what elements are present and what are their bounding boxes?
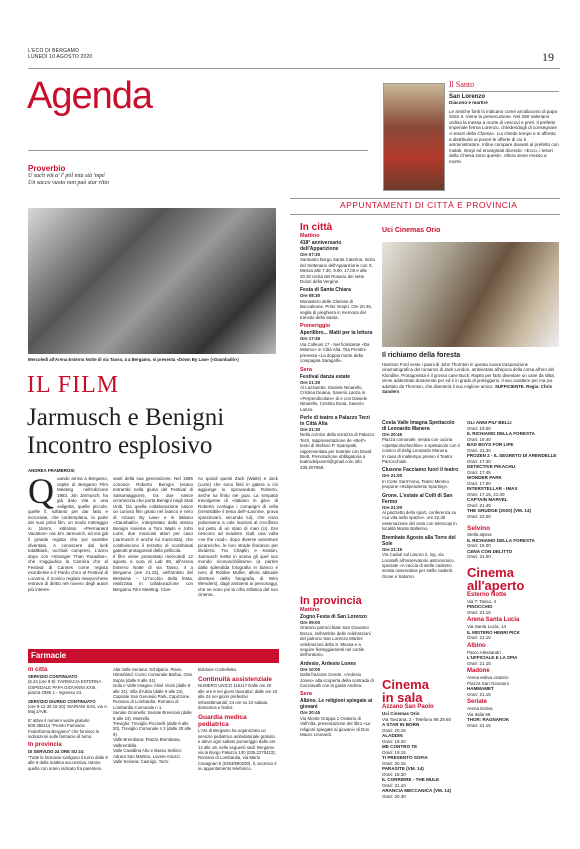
appointments-rule-2 (290, 214, 560, 215)
event-time: Ore 21:00 (382, 504, 403, 510)
event-desc: Via Monte Grappa 1 Oratorio di Vall'Alta, presentazione del libro «Le religioni spiegate ai giovani» di Don Mauro Leonardi. (300, 715, 371, 738)
section-title: Agenda (27, 75, 153, 117)
newspaper-name: L'ECO DI BERGAMO (28, 48, 80, 54)
film-listing (382, 744, 460, 755)
event-title: Albino. Le religioni spiegate ai giovani (300, 698, 373, 711)
event-time: Ore 21:30 (300, 426, 321, 432)
film-times: Orari: 21.15 (467, 660, 491, 666)
event-title: 418° anniversario dell'Apparizione (300, 240, 342, 252)
pharm-entry (28, 674, 108, 696)
pharmacies-province-head: In provincia (28, 742, 62, 749)
event-time: Ore 21:15 (382, 546, 403, 552)
outdoor-cinema-head-2: all'aperto (467, 577, 525, 593)
film-title: DETECTIVE PIKACHU (467, 464, 515, 469)
film-times: Orari: 18.30 (382, 771, 406, 777)
proverb-dialect: Ü sach vöt a' l' pöl mia stà 'mpé (28, 173, 105, 179)
event-time: Ore 20:45 (382, 432, 403, 437)
film-times: Orari: 22.00 (467, 513, 491, 519)
film-title: HAMMAMET (467, 686, 494, 691)
article-headline: Jarmusch e Benigni Incontro esplosivo (27, 404, 225, 459)
film-listing (467, 431, 561, 442)
event-desc: Santuario Borgo Santa Caterina. Inizio del Settenario dell'Apparizione con S. Messa alle 7.30, 9.00, 17.00 e alle 20.30 recita del Rosario dei sette Dolori della Vergine. (300, 257, 375, 285)
continuity-text: NUMERO UNICO 116117 Dalle ore 20 alle ore 8 nei giorni lavorativi; dalle ore 10 alle 24 nei giorni prefestivi infrasettimanali; 24 ore su 24 sabato, domenica e festivi. (198, 683, 278, 711)
film-title: WONDER PARK (467, 475, 502, 480)
film-listing (467, 538, 561, 549)
film-listing (467, 497, 561, 508)
selvino-venue: Stella alpina (467, 532, 492, 537)
film-listing (467, 508, 561, 519)
featured-film-text: Harrison Ford veste i panni di John Thornton in questa nuova trasposizione cinematografica del romanzo di Jack London, ambientato all'epoca della corsa all'oro del Klondike. Protagonista è il grosso cane Buck. Rapito per farlo diventare un cane da slitta, viene addestrato duramente per ed è in grado di proteggersi. Il suo carattere per ma poi adottato da Thornton, che diventerà il suo migliore amico. (382, 362, 556, 389)
event-title: Costa Valle Imagna Spettacolo di Leonardo Manera (382, 420, 455, 432)
province-head: In provincia (300, 595, 362, 607)
province-event-list (382, 420, 460, 579)
pharm-entry-text: (8.24 (ore 9-9): FARMACIA ESTERNA OSPEDALE PAPA GIOVANNI XXIII, piazza OMS 1 - ingresso 24. (28, 679, 101, 696)
province-events (300, 596, 375, 738)
event-title: Festa di Santa Chiara (300, 287, 351, 294)
drop-cap: Q (28, 476, 54, 511)
saint-header: Il Santo (449, 80, 475, 89)
event-item (382, 535, 460, 579)
film-title: IL RICHIAMO DELLA FORESTA (467, 431, 535, 436)
film-listing (382, 722, 460, 733)
film-listing (467, 420, 561, 431)
film-times: Orari: 21.15 (467, 609, 491, 615)
film-times: Orari: 19.15 (382, 749, 406, 755)
pharm-entry-text: (ore 9-12.30 15-20): MARIANI SAS, via A. Maj 2/A/B. (28, 704, 108, 715)
masthead (28, 48, 92, 60)
article-column-2: santi della sua generazione. Nel 1986 conosce Roberto Benigni (erano entrambi nella giuria del Festival di Salsomaggiore), tra due nasce un'amicizia che porta Benigni negli Stati Uniti. Da quella collaborazione nasce un curioso film girato nel bianco e nero di «Down By Law» e in italiano «Daunbailò», interpretato dallo stesso Benigni insieme a Tom Waits e John Lurie, due musicisti attori per caso (Jarmusch è anche lui musicista), che costituiscono il terzetto di scombinati galeotti protagonisti della pellicola. Il film viene presentato mercoledì 12 agosto a cura di Lab 80, all'Arena Esterno Notte di via Tasso, 4 a Bergamo (ore 21.15), nell'ambito del Bestview – Un'occhio della festa, realizzata in collaborazione con Bergamo Film Meeting. Cloe- (113, 476, 193, 592)
event-title: Zogno Festa di San Lorenzo (300, 614, 367, 620)
selvino-head: Selvino (467, 525, 491, 532)
film-times: Orari: 20.15 (382, 727, 406, 733)
article-text-1: uando arriva a Bergamo, ospite di Bergamo Film Meeting nell'edizione 1983, Jim Jarmusch, ha già dato vita a una valigetta, quelle piccole, quelle lì, soltanto per dar fatto e incrociate, che contemplano, la parte dei suoi primi film, un modo metraggio in 16mm, intitolato «Permanent Vacation» ora Jim Jarmusch, ed era già il grande regista che poi sarebbe diventato. A conoscere dal look totalBlack, occhiali compresi. L'anno dopo con «Stranger Than Paradise», che s'aggiudica la Caméra d'or al Festival di Cannes come regista esordiente e il Pardo d'oro al Festival di Locarno, il Iconico regista newyorchese entrava di diritto nel novero degli autori più interes- (28, 476, 108, 592)
event-time: Ore 07:30 (300, 252, 321, 257)
film-listing (467, 453, 561, 464)
film-times: Orari: 17.15, 21.00 (467, 491, 505, 497)
cinema-address: Via Toscana, 2 - Telefono 89.29.60 (382, 716, 452, 722)
saint-text: Le antiche fonti lo indicano come arcidiacono di papa Sisto II. Viene la persecuzione. Nel 258 Valeriano ordina la messa a morte di vescovi e preti. Il prefetto imperiale ferma Lorenzo, chiedendogli di consegnare «i tesori della Chiesa». Lui chiede tempo e si affretta a distribuire ai poveri le offerte di cui è amministratore. Infine compare davanti al prefetto con malati, storpi ed emarginati dicendo: «Ecco, i tesori della Chiesa sono questi». Allora viene messo a morte. (449, 108, 559, 164)
event-desc: Monastero delle Clarisse di Boccaleone. Primi Vespri. Ore 20.45, veglia di preghiera in memoria del transito della Santa. (300, 298, 372, 321)
time-of-day: Sera (300, 691, 312, 698)
film-title: IL RICHIAMO DELLA FORESTA (467, 537, 535, 543)
film-times: Orari: 21.15 (467, 635, 491, 640)
article-author: ANDREA FRAMBROSI (28, 468, 75, 473)
event-time: Ore 10:00 (300, 666, 321, 672)
venue-name: Arena Santa Lucia (467, 617, 520, 623)
appointments-title: APPUNTAMENTI DI CITTÀ E PROVINCIA (340, 200, 518, 210)
event-item (382, 420, 460, 464)
film-times: Orari: 20.30 (382, 793, 406, 799)
event-time: Ore 21:00 (382, 473, 403, 479)
city-events (300, 222, 375, 470)
film-title: IL CORRIERE - THE MULE (382, 777, 440, 782)
pharm-entry-text: E' attivo il numero verde gratuito 800.356114 "Pronto Farmacie Federfarma Bergamo" che fornisce le indicazioni sulle farmacie di turno. (28, 717, 100, 740)
pharm-entry-head: SERVIZIO DIURNO CONTINUATO (28, 698, 96, 704)
pharmacies-city-head: In città (28, 667, 48, 673)
pharm-entry (28, 699, 108, 715)
event-desc: Nella cornice della terrazza di Palazzo Terzi, rappresentazione de «Bell'» testo di Stefano P. Spampatti, rappresentata per teatrale con David Brett. Prenotazione obbligatoria a teatrodeipoveri@gmail.com info 335.207659. (300, 432, 375, 470)
event-time: Ore 21:30 (300, 379, 321, 385)
film-title: TI PRESENTO SOFIA (382, 755, 428, 760)
event-time: Ore 09:00 (300, 620, 321, 625)
cinema-place: Azzano San Paolo (382, 704, 434, 710)
event-desc: In Corte Sant'Anna, Teatro Minimo propone «Indipendente Sporting». (382, 478, 449, 490)
saint-name: San Lorenzo (449, 94, 486, 100)
pharm-entry-head: SERVIZIO CONTINUATO (28, 674, 78, 679)
pharmacies-header: Farmacie (28, 649, 279, 663)
film-title: ALADDIN (382, 733, 403, 738)
venue-name: Seriate (467, 699, 488, 705)
event-desc: Via Colleoni 17 - Nel fioristante «Da Mimmo» in Città Alta. Tita Prestini presenta «La doppia morte della compagna Saragolli». (300, 341, 370, 364)
event-time: Ore 17:45 (300, 336, 321, 342)
pediatric-text: L'Ats di Bergamo ha organizzato un servizio pediatrico ambulatoriale gratuito e attivo ogni sabato pomeriggio dalle ore 14 alle 19, nelle seguenti sedi: Bergamo via la Borgo Palazzo 130 (035.2270423); Romano di Lombardia, via Mario Cavagnari 5 (0363/990200). Il, accesso è su appuntamento telefonico. (198, 728, 277, 772)
film-title: INTERSTELLAR - IMAX (467, 486, 518, 491)
venue-address: Via Santa Lucia, 14 (467, 624, 506, 629)
film-title: PARASITE (VM. 14) (382, 766, 424, 771)
venue-name: Albino (467, 642, 486, 649)
event-title: Aperilibro... Matti per la lettura (300, 330, 373, 337)
pharm-entry (28, 749, 108, 771)
article-column-1 (28, 476, 108, 644)
issue-date: LUNEDÌ 10 AGOSTO 2020 (28, 54, 93, 60)
film-times: Orari: 19.20 (382, 738, 406, 744)
film-times: Orari: 21.45 (467, 502, 491, 508)
cinema-head-2: in sala (382, 690, 423, 705)
venue-name: Madone (467, 668, 490, 674)
article-kicker: IL FILM (27, 372, 120, 398)
film-times: Orari: 21.15 (467, 722, 491, 728)
film-times: Orari: 19.00 (467, 425, 491, 431)
film-listing (467, 464, 561, 475)
film-title: THE GRUDGE (2020) (VM. 14) (467, 508, 532, 513)
film-listing (467, 486, 561, 497)
event-desc: Oratorio parrocchiale San Giovanni Bosco, nell'ambito delle celebrazioni del patrono San Lorenzo Martire celebrazioni della S. Messa e a seguire festeggiamenti nel cortile dell'oratorio. (300, 625, 371, 658)
film-times: Orari: 17.30 (467, 458, 491, 464)
saint-block (449, 80, 559, 165)
event-title: Perle di teatro a Palazzo Terzi in Città Alta (300, 414, 370, 427)
event-title: Ardesio, Ardesio Lones (300, 660, 356, 667)
appointments-rule (290, 198, 560, 199)
film-listing (382, 766, 460, 777)
saint-role: Diacono e martire (449, 100, 488, 105)
event-desc: Piazza comunale, serata con cucina «spettacolochechite» e spettacolo con il comico di Zelig Leonardo Manera. In caso di maltempo presso il Teatro Parrocchiale. (382, 437, 460, 465)
film-listing (382, 733, 460, 744)
event-item (382, 493, 460, 532)
event-desc: Al Lazzaretto. Daniele Ninarello, Cristina Deiana, Saverio Lanza in «Perpendicolare» di e con Daniele Ninarello, Cristina Donà, Saverio Lanza. (300, 384, 368, 412)
film-listing (467, 442, 561, 453)
cinema-venue: Uci Cinemas Orio (382, 711, 420, 716)
saint-rule (449, 91, 559, 92)
pharm-entry-head: DI SERVIZIO 24 ORE SU 24: (28, 749, 85, 755)
time-of-day: Pomeriggio (300, 323, 331, 330)
film-title: CENA CON DELITTO (467, 548, 513, 554)
proverb-italian: Un sacco vuoto non può star ritto (28, 180, 109, 186)
film-listing (382, 788, 460, 799)
venue-address: Arena estiva oratorio (467, 675, 509, 680)
film-times: Orari: 20.15 (382, 760, 406, 766)
venue-address: Parco Alessandri (467, 649, 501, 655)
venue-address: Via T. Tasso, 4 (467, 598, 497, 604)
event-item (382, 467, 460, 489)
film-title: L'UFFICIALE E LA SPIA (467, 655, 518, 660)
film-title: THOR: RAGNAROK (467, 717, 509, 722)
event-desc: Via Caduti sul Lavoro 2, ing. via Locatelli all'osservatorio astronomico, speciale «A caccia di stelle cadenti» serata osservativa per stelle cadenti. Giove e Saturno. (382, 552, 455, 579)
cinema-in-sala (382, 678, 460, 799)
event-title: Festival danza estate (300, 373, 351, 380)
event-title: Clusone Facciamo fuori il teatro (382, 467, 459, 474)
film-listing (467, 475, 561, 486)
page-number: 19 (542, 50, 554, 64)
venue-name: Esterno Notte (467, 591, 507, 598)
venue-address: Arena Estiva (467, 706, 493, 711)
time-of-day: Mattino (300, 233, 320, 239)
film-times: Orari: 21.10 (382, 782, 406, 788)
pediatric-head: Guardia medica pediatrica (198, 714, 247, 729)
film-title: ME CONTRO TE (382, 744, 418, 749)
film-times: Orari: 16.00 (467, 543, 491, 548)
event-title: Grone. L'estate al Colli di San Fermo (382, 492, 453, 505)
venue-address-2: Via Italia 58 (467, 711, 491, 717)
film-title: A STAR IN BORN (382, 722, 420, 727)
pharm-entry-text: Boldone Corbelletta. (198, 667, 237, 672)
header-rule (28, 68, 560, 69)
film-title: BAD BOYS FOR LIFE (467, 442, 514, 447)
title-rule (28, 150, 368, 151)
orio-film-list (467, 420, 561, 728)
event-desc: Dalla frazione Cerete. «Ardesio Jones» alla scoperta della contrada di Cacciavalli con la guida Andrea. (300, 672, 374, 689)
featured-film-desc (382, 362, 560, 394)
proverb-block (28, 164, 109, 187)
film-title: PINOCCHIO (467, 604, 493, 609)
film-times: Orari: 21.00 (467, 554, 491, 559)
event-time: Ore 08:30 (300, 293, 321, 299)
article-column-3: no quindi questi Zack (Waits) e Jack (Lurie) che sono finiti in galera a ciò aggiunge lo sprovveduto Roberto, anche lui finito nei guai. La simpatia travolgente di «italiano in gito» di Roberto contagia i compagni di cella (irresistibile il tema dell'«Lacrime, prova sprecinvani, seconda lui), che sono pulseranno a cole inazioni al crocifisso sul petto di un stato di mari (ci). Ere riescono ad evadere. Dall, una volta «se the road», dopo diverse avventure picaresche, le loro strade finiranno per dividersi. Tra Chaplin e Keaton, Jarmusch mette in scena gli quel suo mondo riconoscibilissimo (a partire dalla splendida fotografia in bianco e nero di Robbie Muller, allora abituale direttore della fotografia di Wim Wenders), dagli ambienti ai personaggi, che ne sono poi la cifra stilistica del suo cinema. (198, 476, 278, 598)
film-listing (382, 777, 460, 788)
film-times: Orari: 17.45 (467, 469, 491, 475)
pharmacies-col-1 (28, 667, 108, 837)
film-title: FROZEN 2 - IL SEGRETO DI ARENDELLE (467, 453, 557, 458)
event-desc: Al piazzetto dello sport, conferenza su «La vita nello spazio». ore 22.30 osservazione del cielo con telescopi in località Monte Ballerino. (382, 510, 457, 532)
event-title: Brembate Agosto alla Torre del Sole (382, 534, 456, 547)
film-times: Orari: 17.00 (467, 480, 491, 486)
film-listing (382, 755, 460, 766)
film-times: Orari: 21.15 (467, 691, 491, 697)
time-of-day: Mattino (300, 607, 320, 613)
saint-image (383, 83, 445, 191)
film-title: CAPTAIN MARVEL (467, 497, 508, 502)
proverb-title: Proverbio (28, 164, 66, 173)
pharmacies-col-3 (198, 667, 278, 837)
time-of-day: Sera (300, 366, 312, 373)
city-head: In città (300, 222, 333, 233)
featured-film-credit: SUFFICIENTE. Regia: Chris Sanders (382, 383, 553, 395)
film-title: GLI ANNI PIU' BELLI (467, 420, 512, 425)
photo-caption: Mercoledì all'Arena Esterno Notte di via Tasso, 4 a Bergamo, si presenta «Down By Law» («Daunbailò») (28, 357, 239, 362)
film-times: Orari: 19.40 (467, 436, 491, 442)
pharmacies-col-2: Alta Valle Seriana: Schilpario. Piario Hinterland: Curno Comunale Barbui, Osio Sopra (dalle 9 alle 24). Isola e Valle Imagna: Almè Vicini (dalle 9 alle 24), Villa d'Adda (dalle 9 alle 24), Capriate San Gervasio Park, Capizzone. Romano di Lombardia: Romano di Lombardia Comunale n 1. Seriate Grumello: Seriate Bresciani (dalle 9 alle 24), Montello. Treviglio: Treviglio Piccinelli (dalle 9 alle 20), Treviglio Comunale n 3 (dalle 20 alle 9). Valle Brembana: Piazza Brembana, Valbrembilla. Valle Cavallina Alto e Basso Sebino: Adrara San Martino, Lovere Ariuzzi. Valle Seriana: Casnigo, Torre (113, 667, 193, 764)
outdoor-cinema-head: Cinema (467, 564, 514, 580)
film-times: Orari: 21.30 (467, 447, 491, 453)
pharm-entry-text: "Tutte le farmacie svolgono il turno dalle 9 alle 9 della mattina successiva, tranne quella con orario indicato fra parentesi. (28, 754, 108, 771)
film-still-image (382, 242, 559, 347)
featured-film-title: Il richiamo della foresta (382, 352, 461, 359)
cinema-head: Cinema (382, 677, 429, 692)
event-time: Ore 20:45 (300, 710, 321, 716)
venue-address-2: Piazza San Giovanni (467, 680, 509, 686)
film-title: ARANCIA MECCANICA (VM. 14) (382, 788, 452, 793)
film-title: IL MISTERO HENRI PICK (467, 629, 520, 635)
orio-head: Uci Cinemas Orio (382, 227, 441, 234)
film-photo (28, 208, 276, 354)
continuity-head: Continuità assistenziale (198, 676, 273, 684)
film-listing (467, 549, 561, 560)
